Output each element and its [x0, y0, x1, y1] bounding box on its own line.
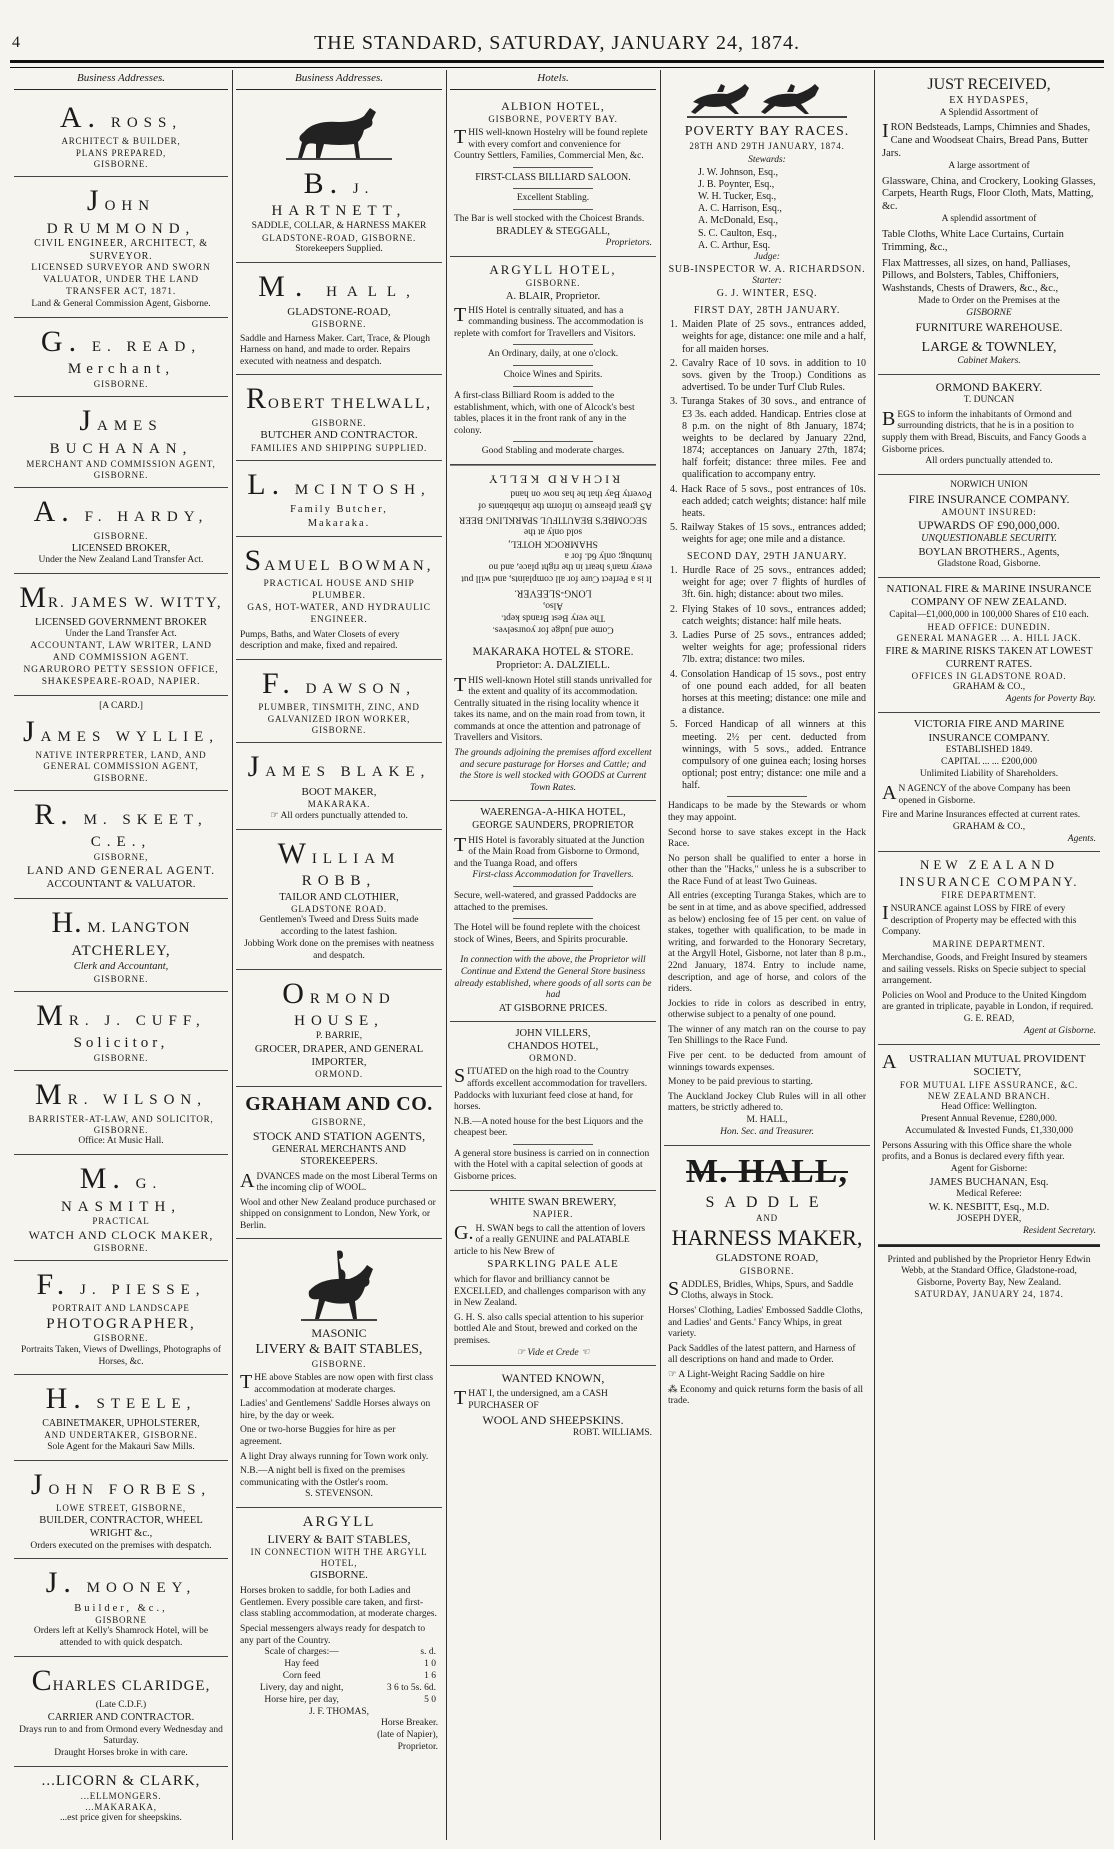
ad-robb: WILLIAM ROBB, TAILOR AND CLOTHIER, GLADSTONE ROAD. Gentlemen's Tweed and Dress Suits made according to the latest fashion. Jobbing Work done on the premises with neatness and despatch.: [236, 830, 442, 970]
ad-new-zealand-insurance: NEW ZEALAND INSURANCE COMPANY. FIRE DEPARTMENT. INSURANCE against LOSS by FIRE of every description of Property may be effected with this Company. MARINE DEPARTMENT. Merchandise, Goods, and Freight Insured by steamers and sailing vessels. Risks on Specie subject to special arrangement. Policies on Wool and Produce to the United Kingdom are granted in triplicate, payable in London, if required. G. E. READ, Agent at Gisborne.: [878, 852, 1100, 1044]
ad-chandos-hotel: JOHN VILLERS, CHANDOS HOTEL, ORMOND. SITUATED on the high road to the Country affords excellent accommodation for travellers. Paddocks with luxuriant feed close at hand, for horses. N.B.—A noted house for the best Liquors and the cheapest beer. A general store business is carried on in connection with the Hotel with a capital selection of goods at Gisborne prices.: [450, 1022, 656, 1191]
racehorses-engraving-icon: [687, 78, 847, 120]
ad-read: G. E. READ, Merchant, GISBORNE.: [14, 318, 228, 398]
list-item: 1. Hurdle Race of 25 sovs., entrances added; weight for age; over 7 flights of hurdles of 3ft. 6in. high; distance: about two miles.: [670, 565, 866, 601]
stewards-list: J. W. Johnson, Esq., J. B. Poynter, Esq., W. H. Tucker, Esq., A. C. Harrison, Esq., A. McDonald, Esq., S. C. Caulton, Esq., A. C. Arthur, Esq.: [698, 166, 782, 251]
ad-national-insurance: NATIONAL FIRE & MARINE INSURANCE COMPANY OF NEW ZEALAND. Capital—£1,000,000 in 100,000 Shares of £10 each. HEAD OFFICE: DUNEDIN. GENERAL MANAGER ... A. HILL JACK. FIRE & MARINE RISKS TAKEN AT LOWEST CURRENT RATES. OFFICES IN GLADSTONE ROAD. GRAHAM & CO., Agents for Poverty Bay.: [878, 578, 1100, 713]
column-races: [664, 70, 870, 1840]
list-item: 2. Cavalry Race of 10 sovs. in addition to 10 sovs. given by the Troop.) Conditions as advertised. To be under Turf Club Rules.: [670, 357, 866, 394]
ad-piesse: F. J. PIESSE, PORTRAIT AND LANDSCAPE PHOTOGRAPHER, GISBORNE. Portraits Taken, Views of Dwellings, Photographs of Horses, &c.: [14, 1261, 228, 1376]
ad-norwich-union: NORWICH UNION FIRE INSURANCE COMPANY. AMOUNT INSURED: UPWARDS OF £90,000,000. UNQUESTIONABLE SECURITY. BOYLAN BROTHERS., Agents, Gladstone Road, Gisborne.: [878, 475, 1100, 578]
advertiser-name: MR. J. CUFF,: [36, 998, 206, 1032]
page-number: 4: [12, 34, 20, 51]
column-insurance: [878, 70, 1100, 1840]
ad-waerenga-hotel: WAERENGA-A-HIKA HOTEL, GEORGE SAUNDERS, PROPRIETOR THIS Hotel is favorably situated at the Junction of the Main Road from Gisborne to Ormond, and the Tuanga Road, and offers First-class Accommodation for Travellers. Secure, well-watered, and grassed Paddocks are attached to the premises. The Hotel will be found replete with the choicest stock of Wines, Beers, and Spirits procurable. In connection with the above, the Proprietor will Continue and Extend the General Store business already established, where goods of all sorts can be had AT GISBORNE PRICES.: [450, 801, 656, 1022]
ad-m-hall-harness: M. HALL, SADDLE AND HARNESS MAKER, GLADSTONE ROAD, GISBORNE. SADDLES, Bridles, Whips, Spurs, and Saddle Cloths, always in Stock. Horses' Clothing, Ladies' Embossed Saddle Cloths, and Ladies' and Gents.' Fancy Whips, in great variety. Pack Saddles of the latest pattern, and Harness of all descriptions on hand and made to Order. ☞ A Light-Weight Racing Saddle on hire ⁂ Economy and quick returns form the basis of all trade.: [664, 1146, 870, 1414]
advertiser-name: GRAHAM AND CO.: [245, 1093, 433, 1116]
ad-ormond-house: ORMOND HOUSE, P. BARRIE, GROCER, DRAPER, AND GENERAL IMPORTER, ORMOND.: [236, 970, 442, 1088]
column-divider: [660, 70, 661, 1840]
printer-imprint: Printed and published by the Proprietor Henry Edwin Webb, at the Standard Office, Gladstone-road, Gisborne, Poverty Bay, New Zealand. SATURDAY, JANUARY 24, 1874.: [878, 1245, 1100, 1307]
ad-argyll-stables: ARGYLL LIVERY & BAIT STABLES, IN CONNECTION WITH THE ARGYLL HOTEL, GISBORNE. Horses broken to saddle, for both Ladies and Gentlemen. Every possible care taken, and first-class stabling accommodation, at moderate charges. Special messengers always ready for despatch to any part of the Country. Scale of charges:— s. d. Hay feed 1 0 Corn feed 1 6 Livery, day and night, 3 6 to 5s. 6d. Horse hire, per day, 5 0 J. F. THOMAS, Horse Breaker. (late of Napier), Proprietor.: [240, 1514, 438, 1753]
list-item: 5. Forced Handicap of all winners at this meeting. 2½ per cent. deducted from winnings, with 5 sovs., added. Entrance compulsory of one guinea each; losing horses optional; post entry; distance: one mile and a half.: [670, 719, 866, 792]
advertiser-name: CHARLES CLARIDGE,: [31, 1664, 211, 1697]
ad-drummond: JOHN DRUMMOND, CIVIL ENGINEER, ARCHITECT, & SURVEYOR. LICENSED SURVEYOR AND SWORN VALUATOR, UNDER THE LAND TRANSFER ACT, 1871. Land & General Commission Agent, Gisborne.: [14, 177, 228, 318]
ad-victoria-insurance: VICTORIA FIRE AND MARINE INSURANCE COMPANY. ESTABLISHED 1849. CAPITAL ... ... £200,000 Unlimited Liability of Shareholders. AN AGENCY of the above Company has been opened in Gisborne. Fire and Marine Insurances effected at current rates. GRAHAM & CO., Agents.: [878, 713, 1100, 853]
ad-buchanan: JAMES BUCHANAN, MERCHANT AND COMMISSION AGENT, GISBORNE.: [14, 397, 228, 488]
ad-hardy: A. F. HARDY, GISBORNE. LICENSED BROKER, Under the New Zealand Land Transfer Act.: [14, 488, 228, 574]
advertiser-name: JOHN FORBES,: [30, 1467, 212, 1501]
list-item: 3. Ladies Purse of 25 sovs., entrances added; welter weights for age; professional riders 7lb. extra; distance: two miles.: [670, 630, 866, 666]
advertiser-name: JAMES WYLLIE,: [22, 714, 220, 748]
fee-row: Hay feed 1 0: [284, 1659, 436, 1669]
pointing-hand-icon: ☜: [578, 1347, 590, 1358]
masthead: [0, 0, 1114, 80]
pointing-hand-icon: ☞: [668, 1369, 679, 1380]
advertiser-name: MR. WILSON,: [35, 1078, 207, 1112]
ad-skeet: R. M. SKEET, C.E., GISBORNE, LAND AND GENERAL AGENT. ACCOUNTANT & VALUATOR.: [14, 791, 228, 899]
advertiser-name: J. MOONEY,: [45, 1566, 197, 1600]
column-business-addresses-2: [236, 70, 442, 1840]
list-item: 3. Turanga Stakes of 30 sovs., and entrance of £3 3s. each added. Handicap. Entries close at 8 p.m. on the night of 8th January, 1874; weights to be declared by January 22nd, 1874; acceptances on January 27th, 1874; half forfeit; distance: three miles. Fee and qualification to accompany entry.: [670, 396, 866, 481]
ad-thelwall: ROBERT THELWALL, GISBORNE. BUTCHER AND CONTRACTOR. FAMILIES AND SHIPPING SUPPLIED.: [236, 375, 442, 461]
ad-steele: H. STEELE, CABINETMAKER, UPHOLSTERER, AND UNDERTAKER, GISBORNE. Sole Agent for the Makauri Saw Mills.: [14, 1375, 228, 1460]
ad-claridge: CHARLES CLARIDGE, (Late C.D.F.) CARRIER AND CONTRACTOR. Drays run to and from Ormond every Wednesday and Saturday. Draught Horses broke in with care.: [14, 1657, 228, 1767]
advertiser-name: SAMUEL BOWMAN,: [244, 543, 434, 577]
advertiser-name: L. MCINTOSH,: [247, 467, 431, 501]
ad-mcintosh: L. MCINTOSH, Family Butcher, Makaraka.: [236, 461, 442, 537]
advertiser-name: M. HALL,: [686, 1152, 848, 1190]
column-heading: Hotels.: [450, 70, 656, 90]
fee-row: Scale of charges:— s. d.: [264, 1647, 436, 1658]
ad-atcherley: H. M. LANGTON ATCHERLEY, Clerk and Accountant, GISBORNE.: [14, 899, 228, 992]
advertiser-name: JAMES BLAKE,: [247, 750, 431, 784]
race-list-day-1: [668, 319, 866, 546]
ad-graham-and-co: GRAHAM AND CO. GISBORNE, STOCK AND STATION AGENTS, GENERAL MERCHANTS AND STOREKEEPERS. ADVANCES made on the most Liberal Terms on the incoming clip of WOOL. Wool and other New Zealand produce purchased or shipped on consignment to London, New York, or Berlin.: [236, 1087, 442, 1239]
ad-wilson: MR. WILSON, BARRISTER-AT-LAW, AND SOLICITOR, GISBORNE. Office: At Music Hall.: [14, 1071, 228, 1155]
advertiser-name: M. HALL,: [258, 270, 420, 303]
ad-cuff: MR. J. CUFF, Solicitor, GISBORNE.: [14, 992, 228, 1072]
advertiser-name: A. F. HARDY,: [33, 495, 209, 528]
advertiser-name: H. M. LANGTON ATCHERLEY,: [51, 906, 191, 959]
fee-row: Horse hire, per day, 5 0: [264, 1694, 436, 1705]
ad-amp-society: AUSTRALIAN MUTUAL PROVIDENT SOCIETY, FOR MUTUAL LIFE ASSURANCE, &C. NEW ZEALAND BRANCH. Head Office: Wellington. Present Annual Revenue, £280,000. Accumulated & Invested Funds, £1,330,000 Persons Assuring with this Office share the whole profits, and a Bonus is declared every fifth year. Agent for Gisborne: JAMES BUCHANAN, Esq. Medical Referee: W. K. NESBITT, Esq., M.D. JOSEPH DYER, Resident Secretary.: [878, 1045, 1100, 1245]
ad-makaraka-hotel: MAKARAKA HOTEL & STORE. Proprietor: A. DALZIELL. THIS well-known Hotel still stands unrivalled for the extent and quality of its accommodation. Centrally situated in the rising locality whence it takes its name, and on the main road from town, it commands at once the attention and patronage of Travellers and Visitors. The grounds adjoining the premises afford excellent and secure pasturage for Horses and Cattle; and the Store is well stocked with GOODS at Current Town Rates.: [450, 640, 656, 801]
column-heading: Business Addresses.: [236, 70, 442, 90]
ad-just-received: JUST RECEIVED, EX HYDASPES, A Splendid Assortment of IRON Bedsteads, Lamps, Chimnies and Shades, Cane and Woodseat Chairs, Bread Pans, Butter Jars. A large assortment of Glassware, China, and Crockery, Looking Glasses, Carpets, Hearth Rugs, Floor Cloth, Mats, Matting, &c. A splendid assortment of Table Cloths, White Lace Curtains, Curtain Trimming, &c., Flax Mattresses, all sizes, on hand, Palliases, Pillows, and Bolsters, Tables, Chiffoniers, Washstands, Chests of Drawers, &c., &c., Made to Order on the Premises at the GISBORNE FURNITURE WAREHOUSE. LARGE & TOWNLEY, Cabinet Makers.: [878, 70, 1100, 375]
list-item: 1. Maiden Plate of 25 sovs., entrances added, weights for age, distance: one mile and a half, for all maiden horses.: [670, 319, 866, 355]
list-item: 4. Consolation Handicap of 15 sovs., post entry of one pound each added, for all beaten horses at this meeting; distance: one mile and a distance.: [670, 668, 866, 717]
fee-table: [240, 1647, 438, 1706]
list-item: 2. Flying Stakes of 10 sovs., entrances added; catch weights; distance: half mile heats.: [670, 603, 866, 627]
advertiser-name: H. STEELE,: [45, 1382, 197, 1416]
column-hotels: [450, 70, 656, 1840]
ad-blake: JAMES BLAKE, BOOT MAKER, MAKARAKA. ☞ All orders punctually attended to.: [236, 743, 442, 829]
masthead-rule: [10, 60, 1104, 63]
advertiser-name: JOHN DRUMMOND,: [46, 184, 196, 237]
ad-clark: ...LICORN & CLARK, ...ELLMONGERS. ...MAKARAKA, ...est price given for sheepskins.: [14, 1767, 228, 1831]
advertiser-name: ORMOND HOUSE,: [282, 976, 396, 1030]
fee-row: Corn feed 1 6: [282, 1670, 436, 1681]
column-business-addresses-1: [14, 70, 228, 1840]
ad-white-swan-brewery: WHITE SWAN BREWERY, NAPIER. G.H. SWAN begs to call the attention of lovers of a really GENUINE and PALATABLE article to his New Brew of SPARKLING PALE ALE which for flavor and brilliancy cannot be EXCELLED, and challenges comparison with any in New Zealand. G. H. S. also calls special attention to his superior bottled Ale and Stout, brewed and corked on the premises. ☞ Vide et Crede ☜: [450, 1191, 656, 1367]
advertiser-name: MR. JAMES W. WITTY,: [19, 580, 223, 614]
ad-poverty-bay-races: POVERTY BAY RACES. 28TH AND 29TH JANUARY, 1874. Stewards: J. W. Johnson, Esq., J. B. Poynter, Esq., W. H. Tucker, Esq., A. C. Harrison, Esq., A. McDonald, Esq., S. C. Caulton, Esq., A. C. Arthur, Esq. Judge: SUB-INSPECTOR W. A. RICHARDSON. Starter: G. J. WINTER, ESQ. FIRST DAY, 28TH JANUARY. 1. Maiden Plate of 25 sovs., entrances added, weights for age, distance: one mile and a half, for all maiden horses. 2. Cavalry Race of 10 sovs. in addition to 10 sovs. given by the Troop.) Conditions as advertised. To be under Turf Club Rules. 3. Turanga Stakes of 30 sovs., and entrance of £3 3s. each added. Handicap. Entries close at 8 p.m. on the night of 8th January, 1874; weights to be declared by January 22nd, 1874; acceptances on January 27th, 1874; half forfeit; distance: three miles. Fee and qualification to accompany entry. 4. Hack Race of 5 sovs., post entrances of 10s. each added; catch weights; distance: half mile heats. 5. Railway Stakes of 15 sovs., entrances added; weights for age; one mile and a distance. SECOND DAY, 29TH JANUARY. 1. Hurdle Race of 25 sovs., entrances added; weight for age; over 7 flights of hurdles of 3ft. 6in. high; distance: about two miles. 2. Flying Stakes of 10 sovs., entrances added; catch weights; distance: half mile heats. 3. Ladies Purse of 25 sovs., entrances added; welter weights for age; professional riders 7lb. extra; distance: two miles. 4. Consolation Handicap of 15 sovs., post entry of one pound each added, for all beaten horses at this meeting; distance: one mile and a distance. 5. Forced Handicap of all winners at this meeting. 2½ per cent. deducted from winnings, with 5 sovs., added. Entrance compulsory of one guinea each; losing horses optional; post entry; distance: one mile and a half. Handicaps to be made by the Stewards or whom they may appoint. Second horse to save stakes except in the Hack Race. No person shall be qualified to enter a horse in other than the "Hacks," unless he is a subscriber to the Race Fund of at least Two Guineas. All entries (excepting Turanga Stakes, which are to be sent in at time, and as above specified, addressed as below) enclosing fee of 15 per cent. on value of stakes, together with qualification, to be made in writing, and forwarded to the Honorary Secretary, at the Argyll Hotel, Gisborne, not later than 8 p.m., 22nd January, 1874. Entry to include name, description, and age of horse, and colors of the riders. Jockies to ride in colors as described in entry, otherwise subject to a penalty of one pound. The winner of any match ran on the course to pay Ten Shillings to the Race Fund. Five per cent. to be deducted from amount of winnings towards expenses. Money to be paid previous to starting. The Auckland Jockey Club Rules will in all other matters, be strictly adhered to. M. HALL, Hon. Sec. and Treasurer.: [664, 70, 870, 1146]
horse-engraving-icon: [284, 102, 394, 162]
ad-argyll-hotel: ARGYLL HOTEL, GISBORNE. A. BLAIR, Proprietor. THIS Hotel is centrally situated, and has a commanding business. The accommodation is replete with comfort for Travellers and Visitors. An Ordinary, daily, at one o'clock. Choice Wines and Spirits. A first-class Billiard Room is added to the establishment, which, with one of Alcock's best tables, places it in the front rank of any in the colony. Good Stabling and moderate charges.: [450, 257, 656, 465]
column-heading: Business Addresses.: [14, 70, 228, 90]
ad-wyllie: [A CARD.] JAMES WYLLIE, NATIVE INTERPRETER, LAND, AND GENERAL COMMISSION AGENT, GISBORNE.: [14, 696, 228, 791]
pointing-hand-icon: ☞: [516, 1347, 528, 1358]
ad-dawson: F. DAWSON, PLUMBER, TINSMITH, ZINC, AND GALVANIZED IRON WORKER, GISBORNE.: [236, 660, 442, 743]
advertiser-name: A. ROSS,: [59, 100, 183, 134]
advertiser-name: B. J. HARTNETT,: [271, 166, 407, 220]
column-divider: [874, 70, 875, 1840]
ad-williams-wanted: WANTED KNOWN, THAT I, the undersigned, am a CASH PURCHASER OF WOOL AND SHEEPSKINS. ROBT. WILLIAMS.: [454, 1371, 652, 1438]
newspaper-title: THE STANDARD, SATURDAY, JANUARY 24, 1874.: [314, 32, 800, 54]
advertiser-name: G. E. READ,: [40, 324, 202, 358]
ad-bowman: SAMUEL BOWMAN, PRACTICAL HOUSE AND SHIP PLUMBER. GAS, HOT-WATER, AND HYDRAULIC ENGINEER. Pumps, Baths, and Water Closets of every description and make, fixed and repaired.: [236, 537, 442, 660]
advertiser-name: F. DAWSON,: [262, 666, 416, 700]
advertiser-name: ...LICORN & CLARK,: [41, 1773, 201, 1790]
ad-witty: MR. JAMES W. WITTY, LICENSED GOVERNMENT BROKER Under the Land Transfer Act. ACCOUNTANT, LAW WRITER, LAND AND COMMISSION AGENT. NGARURORO PETTY SESSION OFFICE, SHAKESPEARE-ROAD, NAPIER.: [14, 574, 228, 696]
advertiser-name: F. J. PIESSE,: [36, 1267, 206, 1301]
ad-mooney: J. MOONEY, Builder, &c., GISBORNE Orders left at Kelly's Shamrock Hotel, will be attended to with quick despatch.: [14, 1559, 228, 1657]
asterism-icon: ⁂: [668, 1384, 680, 1395]
ad-nasmith: M. G. NASMITH, PRACTICAL WATCH AND CLOCK MAKER, GISBORNE.: [14, 1155, 228, 1261]
pointing-hand-icon: ☞: [270, 810, 281, 821]
list-item: 4. Hack Race of 5 sovs., post entrances of 10s. each added; catch weights; distance: half mile heats.: [670, 483, 866, 519]
list-item: 5. Railway Stakes of 15 sovs., entrances added; weights for age; one mile and a distance.: [670, 522, 866, 546]
ad-hall: M. HALL, GLADSTONE-ROAD, GISBORNE. Saddle and Harness Maker. Cart, Trace, & Plough Harness on hand, and made to order. Repairs executed with neatness and despatch.: [236, 263, 442, 375]
advertiser-name: ROBERT THELWALL,: [245, 382, 433, 416]
column-divider: [446, 70, 447, 1840]
ad-ross: A. ROSS, ARCHITECT & BUILDER, PLANS PREPARED, GISBORNE.: [14, 94, 228, 177]
column-divider: [232, 70, 233, 1840]
ad-ormond-bakery: ORMOND BAKERY. T. DUNCAN BEGS to inform the inhabitants of Ormond and surrounding districts, that he is in a position to supply them with Bread, Biscuits, and Fancy Goods a Gisborne prices. All orders punctually attended to.: [878, 375, 1100, 475]
ad-masonic-stables: MASONIC LIVERY & BAIT STABLES, GISBORNE. THE above Stables are now open with first class accommodation at moderate charges. Ladies' and Gentlemens' Saddle Horses always on hire, by the day or week. One or two-horse Buggies for hire as per agreement. A light Dray always running for Town work only. N.B.—A night bell is fixed on the premises communicating with the Ostler's room. S. STEVENSON.: [236, 1239, 442, 1508]
horse-and-rider-engraving-icon: [299, 1247, 379, 1323]
advertiser-name: M. G. NASMITH,: [60, 1162, 182, 1215]
advertiser-name: WILLIAM ROBB,: [277, 836, 401, 890]
fee-row: Livery, day and night, 3 6 to 5s. 6d.: [259, 1682, 436, 1693]
advertiser-name: R. M. SKEET, C.E.,: [34, 797, 208, 851]
ad-kelly-shamrock-inverted: Come and judge for yourselves. The very Best Brands kept. Also, LONG-SLEEVER. It is a Perfect Cure for all complaints, and will put every man's heart in the right place, and no humbug; only 6d. for a SHAMROCK HOTEL, sold only at the SECOMBE'S BEAUTIFUL SPARKLING BEER AS great pleasure to inform the inhabitants of Poverty Bay that he has now on hand RICHARD KELLY: [450, 465, 656, 640]
race-list-day-2: [668, 565, 866, 792]
ad-hartnett: B. J. HARTNETT, SADDLE, COLLAR, & HARNESS MAKER GLADSTONE-ROAD, GISBORNE. Storekeepers Supplied.: [236, 94, 442, 263]
ad-albion-hotel: ALBION HOTEL, GISBORNE, POVERTY BAY. THIS well-known Hostelry will be found replete with every comfort and convenience for Country Settlers, Families, Commercial Men, &c. FIRST-CLASS BILLIARD SALOON. Excellent Stabling. The Bar is well stocked with the Choicest Brands. BRADLEY & STEGGALL, Proprietors.: [450, 94, 656, 257]
masthead-rule-thin: [10, 67, 1104, 68]
ad-forbes: JOHN FORBES, LOWE STREET, GISBORNE, BUILDER, CONTRACTOR, WHEEL WRIGHT &c., Orders executed on the premises with despatch.: [14, 1461, 228, 1560]
advertiser-name: JAMES BUCHANAN,: [49, 404, 193, 457]
